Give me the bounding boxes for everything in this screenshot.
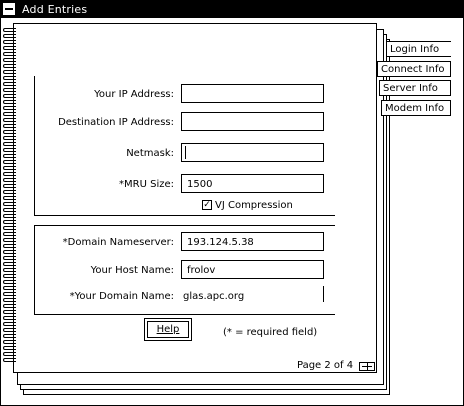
spiral-ring	[3, 256, 16, 260]
netmask-label: Netmask:	[126, 148, 174, 159]
window-menu-icon[interactable]	[2, 2, 16, 16]
domain-name-value[interactable]: glas.apc.org	[183, 291, 245, 302]
page-turn-icon[interactable]	[359, 362, 375, 371]
spiral-ring	[3, 292, 16, 296]
spiral-ring	[3, 334, 16, 338]
spiral-ring	[3, 328, 16, 332]
spiral-ring	[3, 142, 16, 146]
mru-size-input[interactable]: 1500	[181, 174, 324, 193]
spiral-ring	[3, 232, 16, 236]
tab-label: Modem Info	[385, 103, 445, 114]
spiral-ring	[3, 76, 16, 80]
tab-label: Connect Info	[381, 64, 445, 75]
spiral-ring	[3, 82, 16, 86]
ip-address-input[interactable]	[181, 84, 324, 103]
tab-label: Login Info	[390, 44, 440, 55]
spiral-ring	[3, 46, 16, 50]
spiral-ring	[3, 358, 16, 362]
tab-connect-info[interactable]	[377, 61, 451, 77]
domain-nameserver-label: *Domain Nameserver:	[62, 237, 174, 248]
required-field-note: (* = required field)	[223, 327, 318, 338]
spiral-ring	[3, 28, 16, 32]
spiral-ring	[3, 130, 16, 134]
spiral-ring	[3, 220, 16, 224]
mru-size-label: *MRU Size:	[119, 179, 174, 190]
spiral-ring	[3, 34, 16, 38]
spiral-ring	[3, 310, 16, 314]
spiral-ring	[3, 70, 16, 74]
domain-nameserver-input[interactable]: 193.124.5.38	[181, 232, 324, 251]
spiral-ring	[3, 214, 16, 218]
spiral-ring	[3, 40, 16, 44]
spiral-ring	[3, 244, 16, 248]
group-divider	[34, 314, 335, 315]
spiral-ring	[3, 58, 16, 62]
spiral-ring	[3, 94, 16, 98]
spiral-ring	[3, 286, 16, 290]
host-name-input[interactable]: frolov	[181, 260, 324, 279]
spiral-ring	[3, 274, 16, 278]
spiral-ring	[3, 64, 16, 68]
destination-ip-label: Destination IP Address:	[58, 117, 174, 128]
spiral-ring	[3, 226, 16, 230]
spiral-ring	[3, 52, 16, 56]
spiral-ring	[3, 208, 16, 212]
host-name-label: Your Host Name:	[90, 265, 174, 276]
spiral-ring	[3, 238, 16, 242]
spiral-ring	[3, 88, 16, 92]
spiral-ring	[3, 148, 16, 152]
spiral-ring	[3, 190, 16, 194]
spiral-ring	[3, 160, 16, 164]
spiral-ring	[3, 154, 16, 158]
ip-address-label: Your IP Address:	[94, 89, 174, 100]
spiral-ring	[3, 250, 16, 254]
domain-name-label: *Your Domain Name:	[69, 291, 174, 302]
spiral-ring	[3, 184, 16, 188]
tab-login-info[interactable]	[386, 41, 451, 57]
spiral-ring	[3, 172, 16, 176]
spiral-ring	[3, 304, 16, 308]
spiral-ring	[3, 118, 16, 122]
spiral-ring	[3, 112, 16, 116]
spiral-ring	[3, 136, 16, 140]
spiral-ring	[3, 166, 16, 170]
vj-compression-label: VJ Compression	[215, 200, 293, 211]
domain-name-field-edge	[323, 286, 324, 302]
tab-modem-info[interactable]	[381, 100, 451, 116]
spiral-ring	[3, 346, 16, 350]
spiral-ring	[3, 298, 16, 302]
help-button[interactable]: Help	[147, 321, 189, 338]
spiral-ring	[3, 280, 16, 284]
destination-ip-input[interactable]	[181, 112, 324, 131]
spiral-ring	[3, 196, 16, 200]
spiral-ring	[3, 316, 16, 320]
group-divider	[34, 215, 335, 216]
spiral-ring	[3, 178, 16, 182]
spiral-ring	[3, 100, 16, 104]
spiral-ring	[3, 202, 16, 206]
window-title: Add Entries	[22, 3, 88, 16]
spiral-ring	[3, 268, 16, 272]
title-bar	[1, 1, 463, 18]
netmask-input[interactable]	[181, 143, 324, 162]
group-divider	[34, 225, 335, 226]
spiral-ring	[3, 262, 16, 266]
spiral-ring	[3, 124, 16, 128]
spiral-ring	[3, 106, 16, 110]
spiral-binding-icon	[3, 28, 17, 368]
tab-server-info[interactable]	[379, 80, 451, 96]
tab-label: Server Info	[383, 83, 438, 94]
page-indicator: Page 2 of 4	[297, 360, 354, 371]
spiral-ring	[3, 322, 16, 326]
spiral-ring	[3, 340, 16, 344]
spiral-ring	[3, 352, 16, 356]
vj-compression-checkbox[interactable]: ✓	[203, 200, 211, 210]
